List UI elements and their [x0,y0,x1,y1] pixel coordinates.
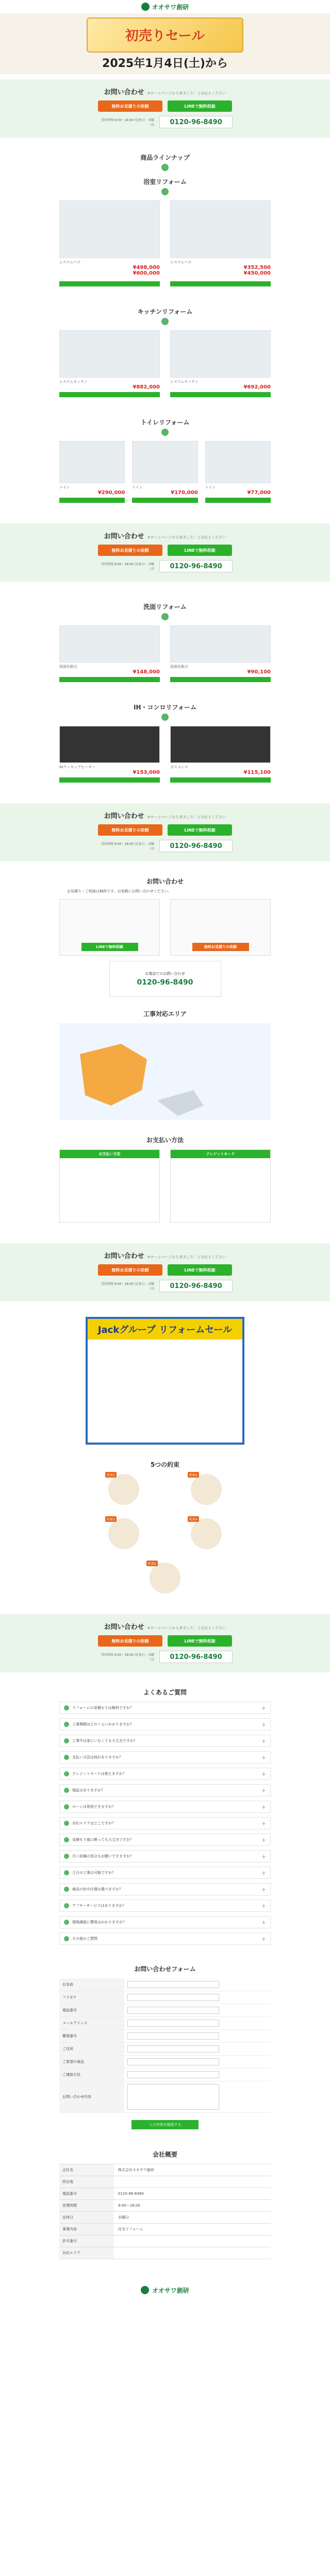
product-name: トイレ [132,485,143,489]
product-price: ¥170,000 [171,490,198,496]
table-key: 許可番号 [59,2235,114,2247]
sale-title: Jackグループ リフォームセール [88,1319,242,1340]
product-card [170,200,271,276]
inquiry-title: お問い合わせ [104,812,144,820]
site-header [0,0,330,13]
table-value: 住宅リフォーム [118,2227,143,2231]
promise-item [180,1518,232,1549]
estimate-button[interactable]: 無料お見積りの依頼 [98,100,162,112]
faq-item[interactable] [59,1933,271,1945]
faq-item[interactable] [59,1801,271,1813]
faq-question: 工事期間はどのくらいかかりますか？ [72,1722,134,1726]
faq-question: クレジットカードは使えますか？ [72,1772,126,1776]
product-name: 洗面化粧台 [59,665,77,669]
area-map [59,1023,271,1120]
payment-card [170,1149,271,1223]
faq-question: 見積もり後に断っても大丈夫ですか？ [72,1838,134,1842]
faq-item[interactable] [59,1784,271,1797]
field-label: お問い合わせ内容 [59,2081,124,2112]
product-price: ¥600,000 [133,270,160,276]
tel-label: お電話でのお問い合わせ [145,972,185,976]
question-icon [64,1887,69,1892]
table-row [59,2164,271,2176]
product-price: ¥290,000 [97,490,125,496]
plus-icon: ＋ [261,1904,266,1909]
product-price: ¥115,100 [243,770,271,775]
line-button[interactable]: LINEで無料相談 [168,1264,232,1276]
promise-list [59,1474,271,1594]
company-title: 会社概要 [152,2151,177,2158]
form-title: お問い合わせフォーム [134,1965,196,1973]
kitchen-title: キッチンリフォーム [137,308,193,315]
table-row [59,2224,271,2235]
kitchen-products [59,330,271,397]
estimate-button[interactable]: 無料お見積りの依頼 [98,824,162,836]
question-icon [64,1788,69,1793]
plus-icon: ＋ [261,1805,266,1810]
inquiry-title: お問い合わせ [104,89,144,96]
product-card [59,726,160,783]
contact-options [59,899,271,956]
question-icon [64,1870,69,1875]
promise-illustration [191,1518,222,1549]
table-key: 定休日 [59,2212,114,2223]
payment-card-title: お支払い方法 [60,1150,159,1158]
product-card [59,625,160,682]
product-price: ¥450,000 [243,270,271,276]
inquiry-note: ※ホームページから来ました！とお伝えください [147,1626,226,1630]
tel-note: 受付時間 9:00〜18:00 (定休日：水曜日) [101,1653,154,1662]
question-icon [64,1705,69,1710]
faq-item[interactable] [59,1735,271,1747]
product-image [59,441,125,483]
washroom-title: 洗面リフォーム [143,603,187,611]
faq-question: 現地調査に費用はかかりますか？ [72,1920,126,1924]
question-icon [64,1738,69,1743]
hero-title: 初売りセール [125,28,205,44]
faq-item[interactable] [59,1817,271,1829]
promise-illustration [191,1474,222,1505]
faq-item[interactable] [59,1850,271,1862]
payment-title: お支払い方法 [146,1137,184,1144]
table-value: 0120-96-8490 [118,2192,144,2196]
tel-note: 受付時間 9:00〜18:00 (定休日：水曜日) [101,842,154,851]
estimate-button[interactable]: 無料お見積りの依頼 [98,1264,162,1276]
contact-intro: お見積り・ご相談は無料です。お気軽にお問い合わせください。 [67,889,172,893]
promise-item [98,1474,150,1505]
field-label: ご連絡方法 [59,2069,124,2081]
faq-item[interactable] [59,1834,271,1846]
field-label: 郵便番号 [59,2030,124,2042]
field-label: ご希望の商品 [59,2056,124,2068]
tel-button[interactable]: 0120-96-8490 [159,116,233,128]
brand-name: オオサワ創研 [152,3,189,11]
question-icon [64,1771,69,1776]
arrow-down-icon [161,318,169,325]
inquiry-block [0,1614,330,1672]
product-name: システムキッチン [170,380,199,384]
question-icon [64,1854,69,1859]
faq-question: リフォームの見積もりは無料ですか？ [72,1706,134,1710]
product-price: ¥352,500 [243,265,271,270]
promise-badge: 約束4 [188,1516,199,1522]
kana-input[interactable] [127,1994,219,2001]
inquiry-note: ※ホームページから来ました！とお伝えください [147,815,226,819]
detail-button[interactable] [59,498,125,503]
faq-item[interactable] [59,1883,271,1895]
product-image [59,330,160,378]
plus-icon: ＋ [261,1755,266,1761]
lineup-title: 商品ラインナップ [140,154,190,161]
toilet-products [59,441,271,503]
bath-products [59,200,271,276]
line-button[interactable]: LINEで無料相談 [81,943,138,951]
sale-flyer [86,1317,244,1445]
question-icon [64,1804,69,1809]
product-name: トイレ [59,485,70,489]
promise-item [180,1474,232,1505]
table-row [59,2247,271,2259]
product-card [59,200,160,276]
question-icon [64,1821,69,1826]
table-value [114,2235,271,2247]
faq-question: 保証はありますか？ [72,1788,105,1792]
map-graphic [59,1023,271,1120]
inquiry-title: お問い合わせ [104,1252,144,1260]
product-price: ¥153,000 [133,770,160,775]
detail-button[interactable] [170,777,271,783]
faq-item[interactable] [59,1718,271,1731]
site-footer [0,2280,330,2300]
inquiry-form [59,1978,271,2129]
payment-card [59,1149,160,1223]
logo-icon [141,3,150,11]
company-table [59,2164,271,2259]
faq-item[interactable] [59,1751,271,1764]
product-name: システムキッチン [59,380,88,384]
tel-note: 受付時間 9:00〜18:00 (定休日：水曜日) [101,118,154,127]
table-row [59,2212,271,2224]
product-image [170,330,271,378]
tel-button[interactable]: 0120-96-8490 [159,560,233,572]
product-price: ¥692,000 [243,384,271,390]
table-value: 株式会社オオサワ創研 [118,2168,154,2172]
table-row [59,2235,271,2247]
contact-method-input[interactable] [127,2071,219,2078]
faq-item[interactable] [59,1768,271,1780]
product-name: システムバス [170,260,192,264]
question-icon [64,1837,69,1842]
inquiry-note: ※ホームページから来ました！とお伝えください [147,91,226,95]
inquiry-note: ※ホームページから来ました！とお伝えください [147,1255,226,1259]
plus-icon: ＋ [261,1838,266,1843]
detail-button[interactable] [132,498,197,503]
area-title: 工事対応エリア [143,1010,187,1018]
table-value [114,2247,271,2259]
detail-button[interactable] [59,281,160,286]
faq-question: 対応エリアはどこですか？ [72,1821,116,1825]
plus-icon: ＋ [261,1772,266,1777]
field-label: フリガナ [59,1991,124,2004]
payment-card-title: クレジットカード [171,1150,270,1158]
faq-question: 商品の色や仕様は選べますか？ [72,1887,123,1891]
line-contact-card [59,899,160,956]
area-region [80,1044,147,1106]
payment-options [59,1149,271,1223]
product-image [59,625,160,663]
faq-question: 支払い方法は何がありますか？ [72,1755,123,1759]
email-input[interactable] [127,2020,219,2027]
faq-question: 工事中は家にいなくても大丈夫ですか？ [72,1739,137,1743]
line-button[interactable]: LINEで無料相談 [168,100,232,112]
product-name: システムバス [59,260,81,264]
product-card [205,441,271,503]
product-image [59,200,160,258]
faq-item[interactable] [59,1916,271,1928]
plus-icon: ＋ [261,1722,266,1728]
plus-icon: ＋ [261,1920,266,1926]
detail-button[interactable] [170,677,271,682]
faq-item[interactable] [59,1900,271,1912]
brand-name: オオサワ創研 [152,2286,189,2294]
toilet-title: トイレリフォーム [140,419,190,426]
washroom-products [59,625,271,682]
detail-button[interactable] [59,677,160,682]
estimate-button[interactable]: 無料お見積りの依頼 [192,943,249,951]
promise-badge: 約束5 [146,1561,158,1566]
tel-note: 受付時間 9:00〜18:00 (定休日：水曜日) [101,1282,154,1291]
promise-illustration [108,1518,139,1549]
question-icon [64,1755,69,1760]
inquiry-block [0,1243,330,1301]
product-price: ¥77,000 [247,490,271,496]
inquiry-note: ※ホームページから来ました！とお伝えください [147,535,226,539]
faq-title: よくあるご質問 [143,1689,187,1696]
plus-icon: ＋ [261,1788,266,1794]
bath-title: 浴室リフォーム [143,178,187,185]
name-input[interactable] [127,1981,219,1988]
product-name: 洗面化粧台 [170,665,188,669]
table-row [59,2188,271,2200]
table-key: 会社名 [59,2164,114,2176]
product-card [132,441,197,503]
hero-date: 2025年1月4日(土)から [102,57,228,70]
detail-button[interactable] [170,281,271,286]
plus-icon: ＋ [261,1871,266,1876]
product-price: ¥882,000 [133,384,160,390]
product-image [170,625,271,663]
product-image [205,441,271,483]
product-card [59,330,160,397]
product-name: IHクッキングヒーター [59,765,95,769]
zip-input[interactable] [127,2032,219,2040]
inquiry-block [0,79,330,138]
product-card [170,625,271,682]
promise-illustration [150,1563,180,1594]
faq-question: その他のご質問 [72,1937,97,1941]
product-image [59,726,160,763]
phone-input[interactable] [127,2007,219,2014]
tel-button[interactable]: 0120-96-8490 [159,840,233,852]
product-image [170,726,271,763]
line-button[interactable]: LINEで無料相談 [168,545,232,556]
area-region [157,1090,204,1116]
plus-icon: ＋ [261,1937,266,1942]
tel-card [109,961,221,997]
promise-badge: 約束2 [188,1472,199,1478]
tel-button[interactable]: 0120-96-8490 [159,1280,233,1292]
promise-badge: 約束1 [105,1472,117,1478]
promise-item [98,1518,150,1549]
product-card [170,330,271,397]
logo-icon [141,2286,149,2294]
faq-item[interactable] [59,1702,271,1714]
arrow-down-icon [161,164,169,171]
table-row [59,2200,271,2212]
table-key: 営業時間 [59,2200,114,2211]
line-button[interactable]: LINEで無料相談 [168,1635,232,1647]
table-value: 水曜日 [118,2215,129,2219]
submit-button[interactable]: 入力内容を確認する [131,2120,199,2129]
tel-button[interactable]: 0120-96-8490 [159,1651,233,1663]
table-row [59,2176,271,2188]
inquiry-title: お問い合わせ [104,533,144,540]
faq-list [59,1702,271,1945]
plus-icon: ＋ [261,1854,266,1860]
table-key: 電話番号 [59,2188,114,2199]
field-label: お名前 [59,1978,124,1991]
detail-button[interactable] [59,392,160,397]
promise-illustration [108,1474,139,1505]
plus-icon: ＋ [261,1739,266,1744]
field-label: 電話番号 [59,2004,124,2016]
faq-item[interactable] [59,1867,271,1879]
table-key: 所在地 [59,2176,114,2188]
estimate-button[interactable]: 無料お見積りの依頼 [98,545,162,556]
tel-number[interactable]: 0120-96-8490 [137,978,193,987]
plus-icon: ＋ [261,1887,266,1893]
question-icon [64,1722,69,1727]
estimate-button[interactable]: 無料お見積りの依頼 [98,1635,162,1647]
contact-title: お問い合わせ [146,878,184,885]
arrow-down-icon [161,714,169,721]
table-value: 9:00〜18:00 [118,2204,140,2208]
promise-item [139,1563,191,1594]
promise-badge: 約束3 [105,1516,117,1522]
form-contact-card [170,899,271,956]
product-input[interactable] [127,2058,219,2065]
table-key: 事業内容 [59,2224,114,2235]
table-value [114,2176,271,2188]
product-card [170,726,271,783]
inquiry-title: お問い合わせ [104,1623,144,1631]
faq-question: アフターサービスはありますか？ [72,1904,126,1908]
plus-icon: ＋ [261,1821,266,1827]
promise-title: 5つの約束 [150,1461,180,1468]
product-image [132,441,197,483]
detail-button[interactable] [170,392,271,397]
product-card [59,441,125,503]
hero-banner [87,18,243,53]
arrow-down-icon [161,613,169,620]
message-input[interactable] [127,2084,219,2110]
faq-question: 土日の工事は可能ですか？ [72,1871,116,1875]
product-name: ガスコンロ [170,765,188,769]
detail-button[interactable] [59,777,160,783]
inquiry-block [0,803,330,861]
address-input[interactable] [127,2045,219,2053]
ih-title: IH・コンロリフォーム [134,704,196,711]
detail-button[interactable] [205,498,271,503]
product-price: ¥148,000 [133,669,160,675]
question-icon [64,1920,69,1925]
plus-icon: ＋ [261,1706,266,1711]
field-label: メールアドレス [59,2017,124,2029]
table-key: 対応エリア [59,2247,114,2259]
product-name: トイレ [205,485,216,489]
faq-question: ローンは利用できますか？ [72,1805,116,1809]
product-price: ¥498,000 [133,265,160,270]
line-button[interactable]: LINEで無料相談 [168,824,232,836]
question-icon [64,1903,69,1908]
field-label: ご住所 [59,2043,124,2055]
inquiry-block [0,523,330,582]
tel-note: 受付時間 9:00〜18:00 (定休日：水曜日) [101,563,154,571]
product-price: ¥90,100 [247,669,271,675]
arrow-down-icon [161,429,169,436]
arrow-down-icon [161,188,169,195]
ih-products [59,726,271,783]
faq-question: 古い設備の処分もお願いできますか？ [72,1854,134,1858]
question-icon [64,1936,69,1941]
hero [0,13,330,74]
product-image [170,200,271,258]
